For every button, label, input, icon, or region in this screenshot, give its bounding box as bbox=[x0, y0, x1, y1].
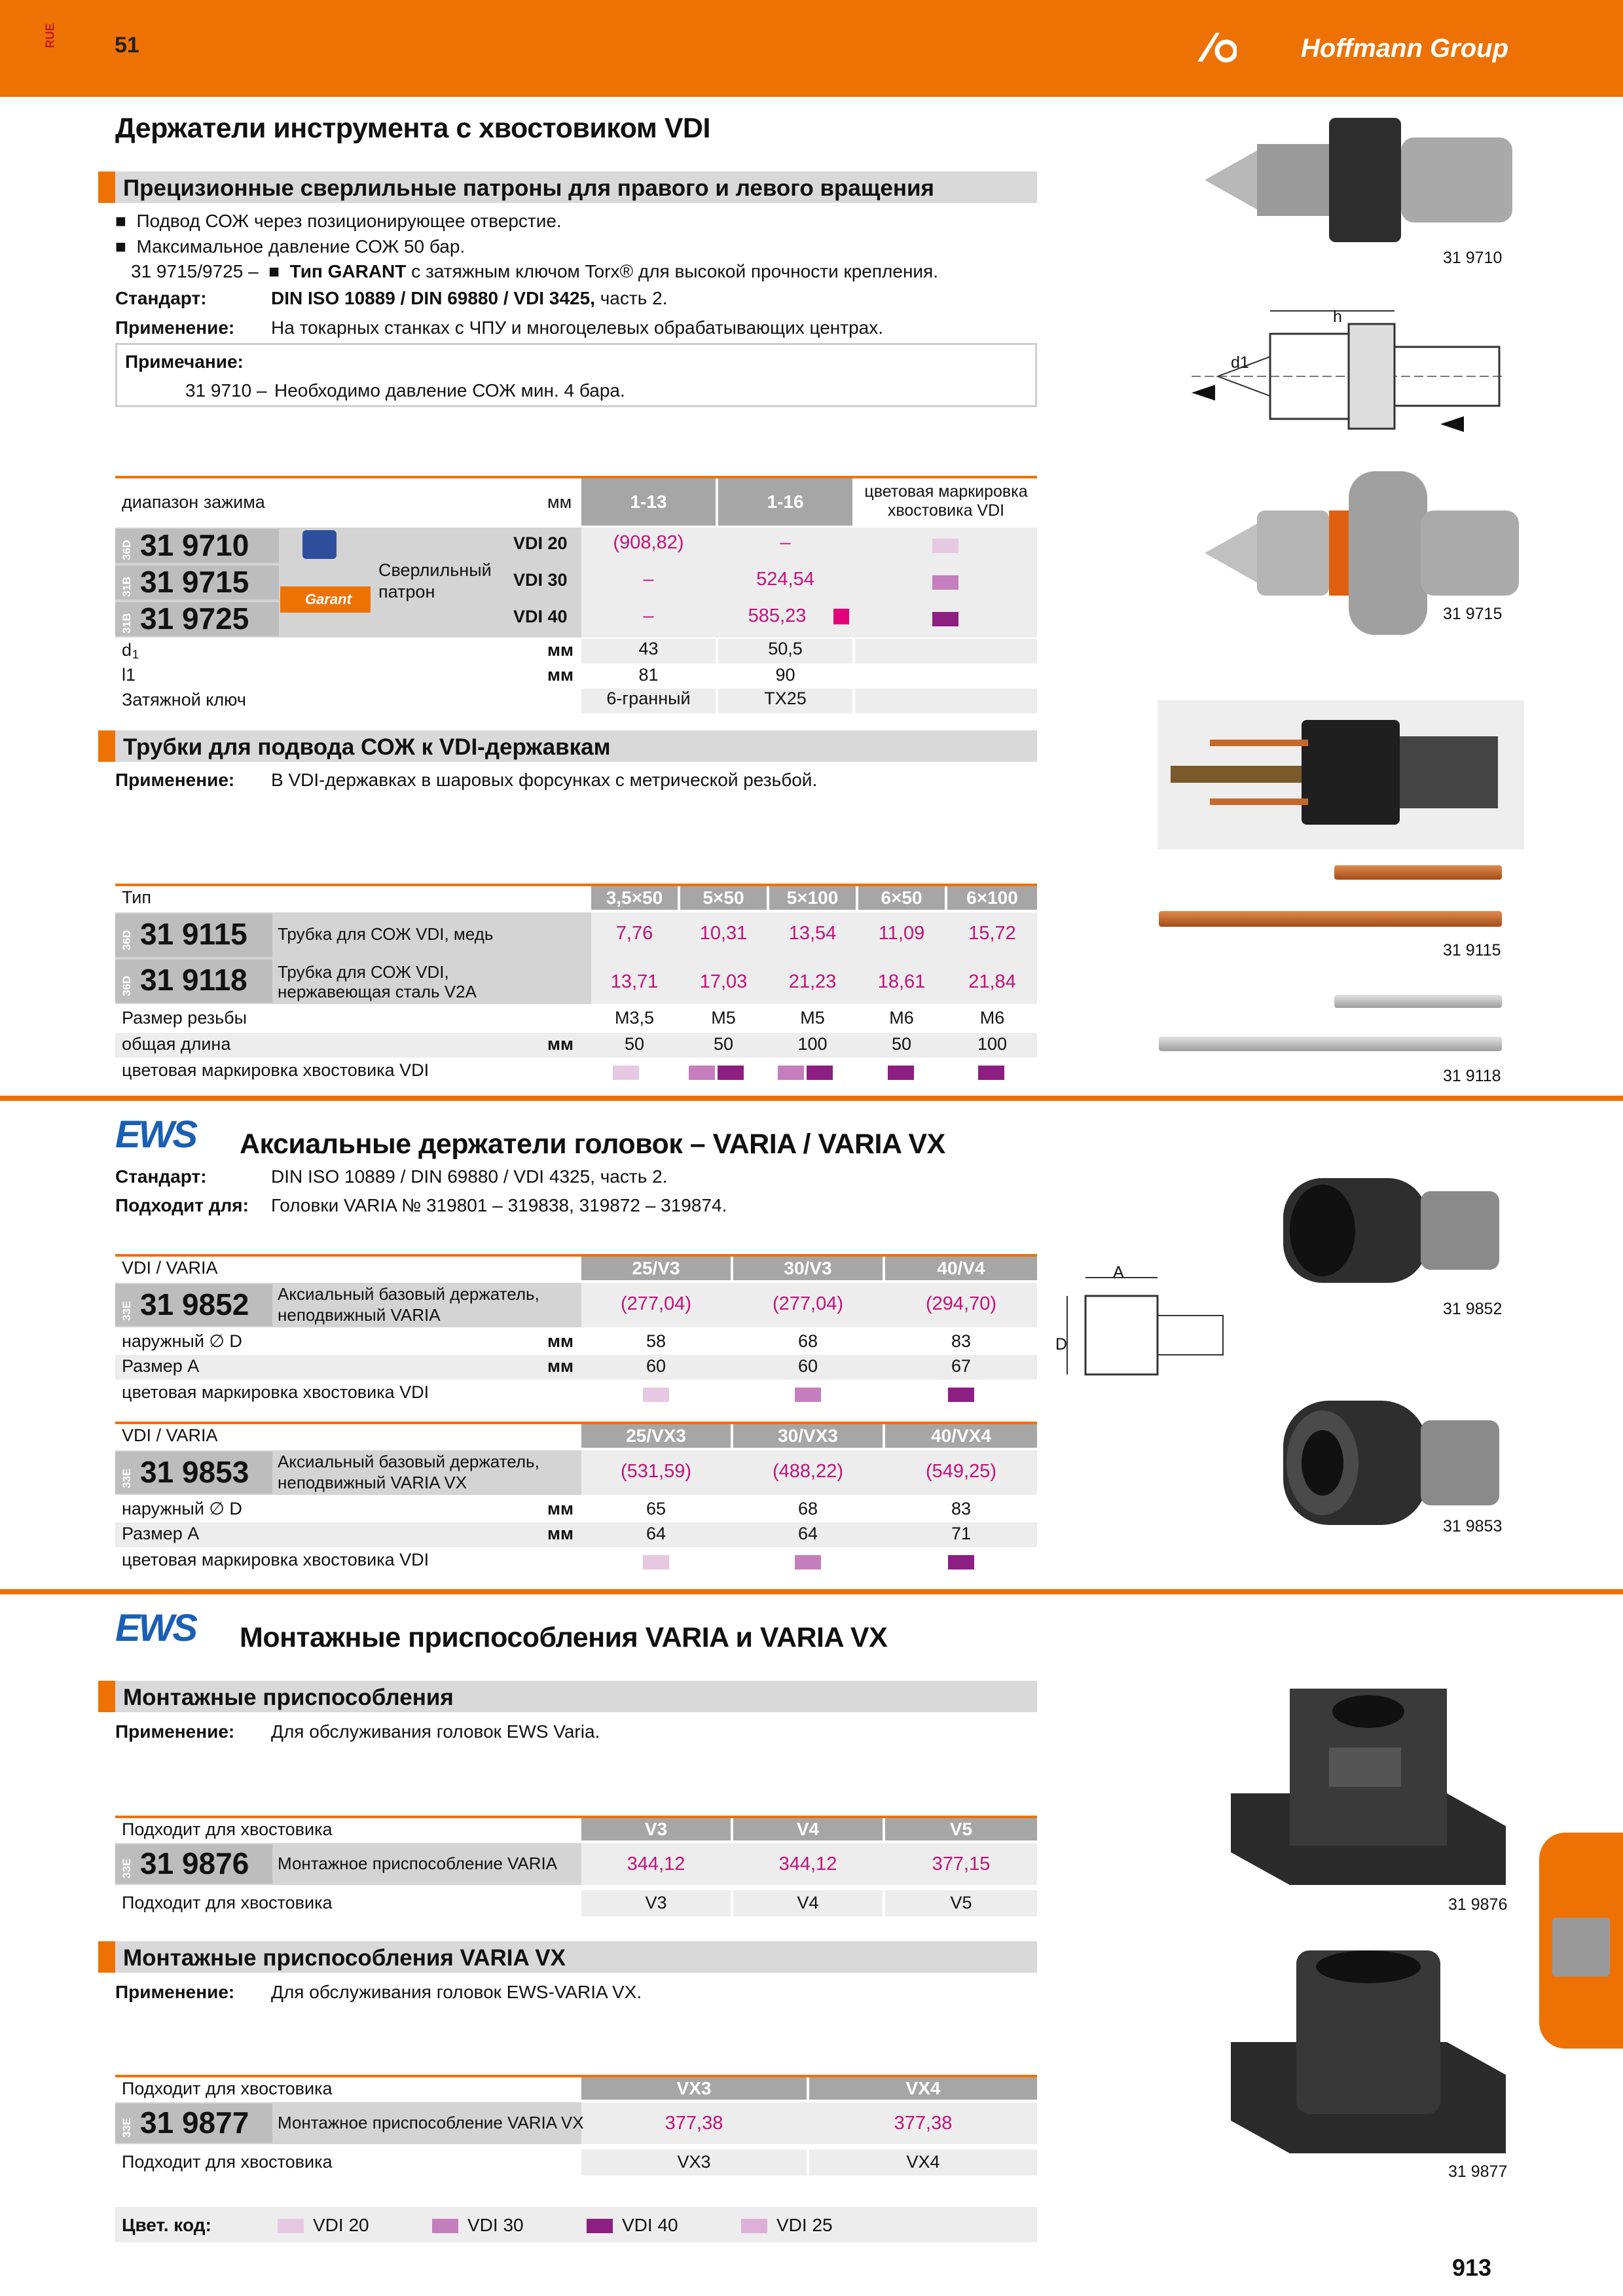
title-mounting: Монтажные приспособления VARIA и VARIA VX bbox=[240, 1622, 888, 1653]
axial-holder-image-319853 bbox=[1270, 1388, 1506, 1538]
page-number-left: 51 bbox=[115, 33, 139, 58]
coolant-tube-photo bbox=[1158, 700, 1524, 850]
axial-holder-image-319852 bbox=[1270, 1165, 1506, 1296]
page-number-right: 913 bbox=[1452, 2254, 1492, 2281]
application-label: Применение: bbox=[115, 317, 235, 338]
tool-holder-icon bbox=[1552, 1918, 1610, 1977]
steel-tube-short-image bbox=[1334, 995, 1502, 1008]
product-desc: Сверлильный патрон bbox=[378, 560, 492, 601]
steel-tube-long-image bbox=[1159, 1037, 1502, 1051]
ews-logo: EWS bbox=[115, 1113, 196, 1156]
dimension-drawing-varia bbox=[1053, 1263, 1249, 1414]
title-axial-holders: Аксиальные держатели головок – VARIA / VARIA VX bbox=[240, 1128, 945, 1160]
standard-label: Стандарт: bbox=[115, 288, 207, 308]
article-319725: 31 9725 bbox=[140, 601, 249, 636]
holex-brand-icon bbox=[302, 530, 337, 559]
bullet-1: ■ Подвод СОЖ через позиционирующее отверстие. bbox=[115, 211, 562, 231]
article-319715: 31 9715 bbox=[140, 565, 249, 599]
chapter-tab[interactable] bbox=[1539, 1833, 1623, 2049]
new-marker bbox=[833, 609, 849, 624]
page-title: Держатели инструмента с хвостовиком VDI bbox=[115, 113, 710, 144]
color-mark-header: цветовая маркировка хвостовика VDI bbox=[864, 482, 1028, 520]
brand-name: Hoffmann Group bbox=[1300, 34, 1508, 63]
col-1-13: 1-13 bbox=[581, 478, 716, 526]
copper-tube-short-image bbox=[1334, 865, 1502, 880]
section-bar-chucks: Прецизионные сверлильные патроны для правого и левого вращения bbox=[98, 171, 1037, 203]
mounting-fixture-image-319876 bbox=[1224, 1676, 1512, 1892]
note-box: Примечание: 31 9710 – Необходимо давление СОЖ мин. 4 бара. bbox=[115, 343, 1037, 407]
article-319852: 31 9852 bbox=[140, 1287, 249, 1321]
bullet-3: 31 9715/9725 – ■ Тип GARANT с затяжным ключом Torx® для высокой прочности крепления. bbox=[131, 261, 938, 281]
col-1-16: 1-16 bbox=[718, 478, 852, 526]
article-319853: 31 9853 bbox=[140, 1455, 249, 1489]
section-bar-mounting: Монтажные приспособления bbox=[98, 1681, 1037, 1712]
article-319876: 31 9876 bbox=[140, 1846, 249, 1880]
section-bar-tubes: Трубки для подвода СОЖ к VDI-державкам bbox=[98, 730, 1037, 762]
article-319115: 31 9115 bbox=[140, 917, 247, 951]
hoffmann-logo-icon bbox=[1197, 31, 1237, 63]
standard-value: DIN ISO 10889 / DIN 69880 / VDI 3425, часть 2. bbox=[271, 288, 668, 308]
drill-chuck-image-319710 bbox=[1198, 111, 1525, 249]
article-319118: 31 9118 bbox=[140, 963, 247, 997]
mounting-fixture-image-319877 bbox=[1224, 1937, 1512, 2160]
copper-tube-long-image bbox=[1159, 911, 1502, 927]
ews-logo-2: EWS bbox=[115, 1607, 196, 1649]
garant-logo: Garant bbox=[280, 586, 371, 613]
article-319877: 31 9877 bbox=[140, 2106, 249, 2140]
clamp-range-label: диапазон зажима bbox=[122, 492, 265, 512]
language-code: RUE bbox=[43, 23, 57, 48]
article-319710: 31 9710 bbox=[140, 528, 249, 562]
section-bar-mounting-vx: Монтажные приспособления VARIA VX bbox=[98, 1941, 1037, 1973]
bullet-2: ■ Максимальное давление СОЖ 50 бар. bbox=[115, 236, 465, 257]
color-legend bbox=[115, 2207, 1037, 2242]
application-value: На токарных станках с ЧПУ и многоцелевых обрабатывающих центрах. bbox=[271, 317, 884, 338]
header-bar bbox=[0, 0, 1623, 97]
